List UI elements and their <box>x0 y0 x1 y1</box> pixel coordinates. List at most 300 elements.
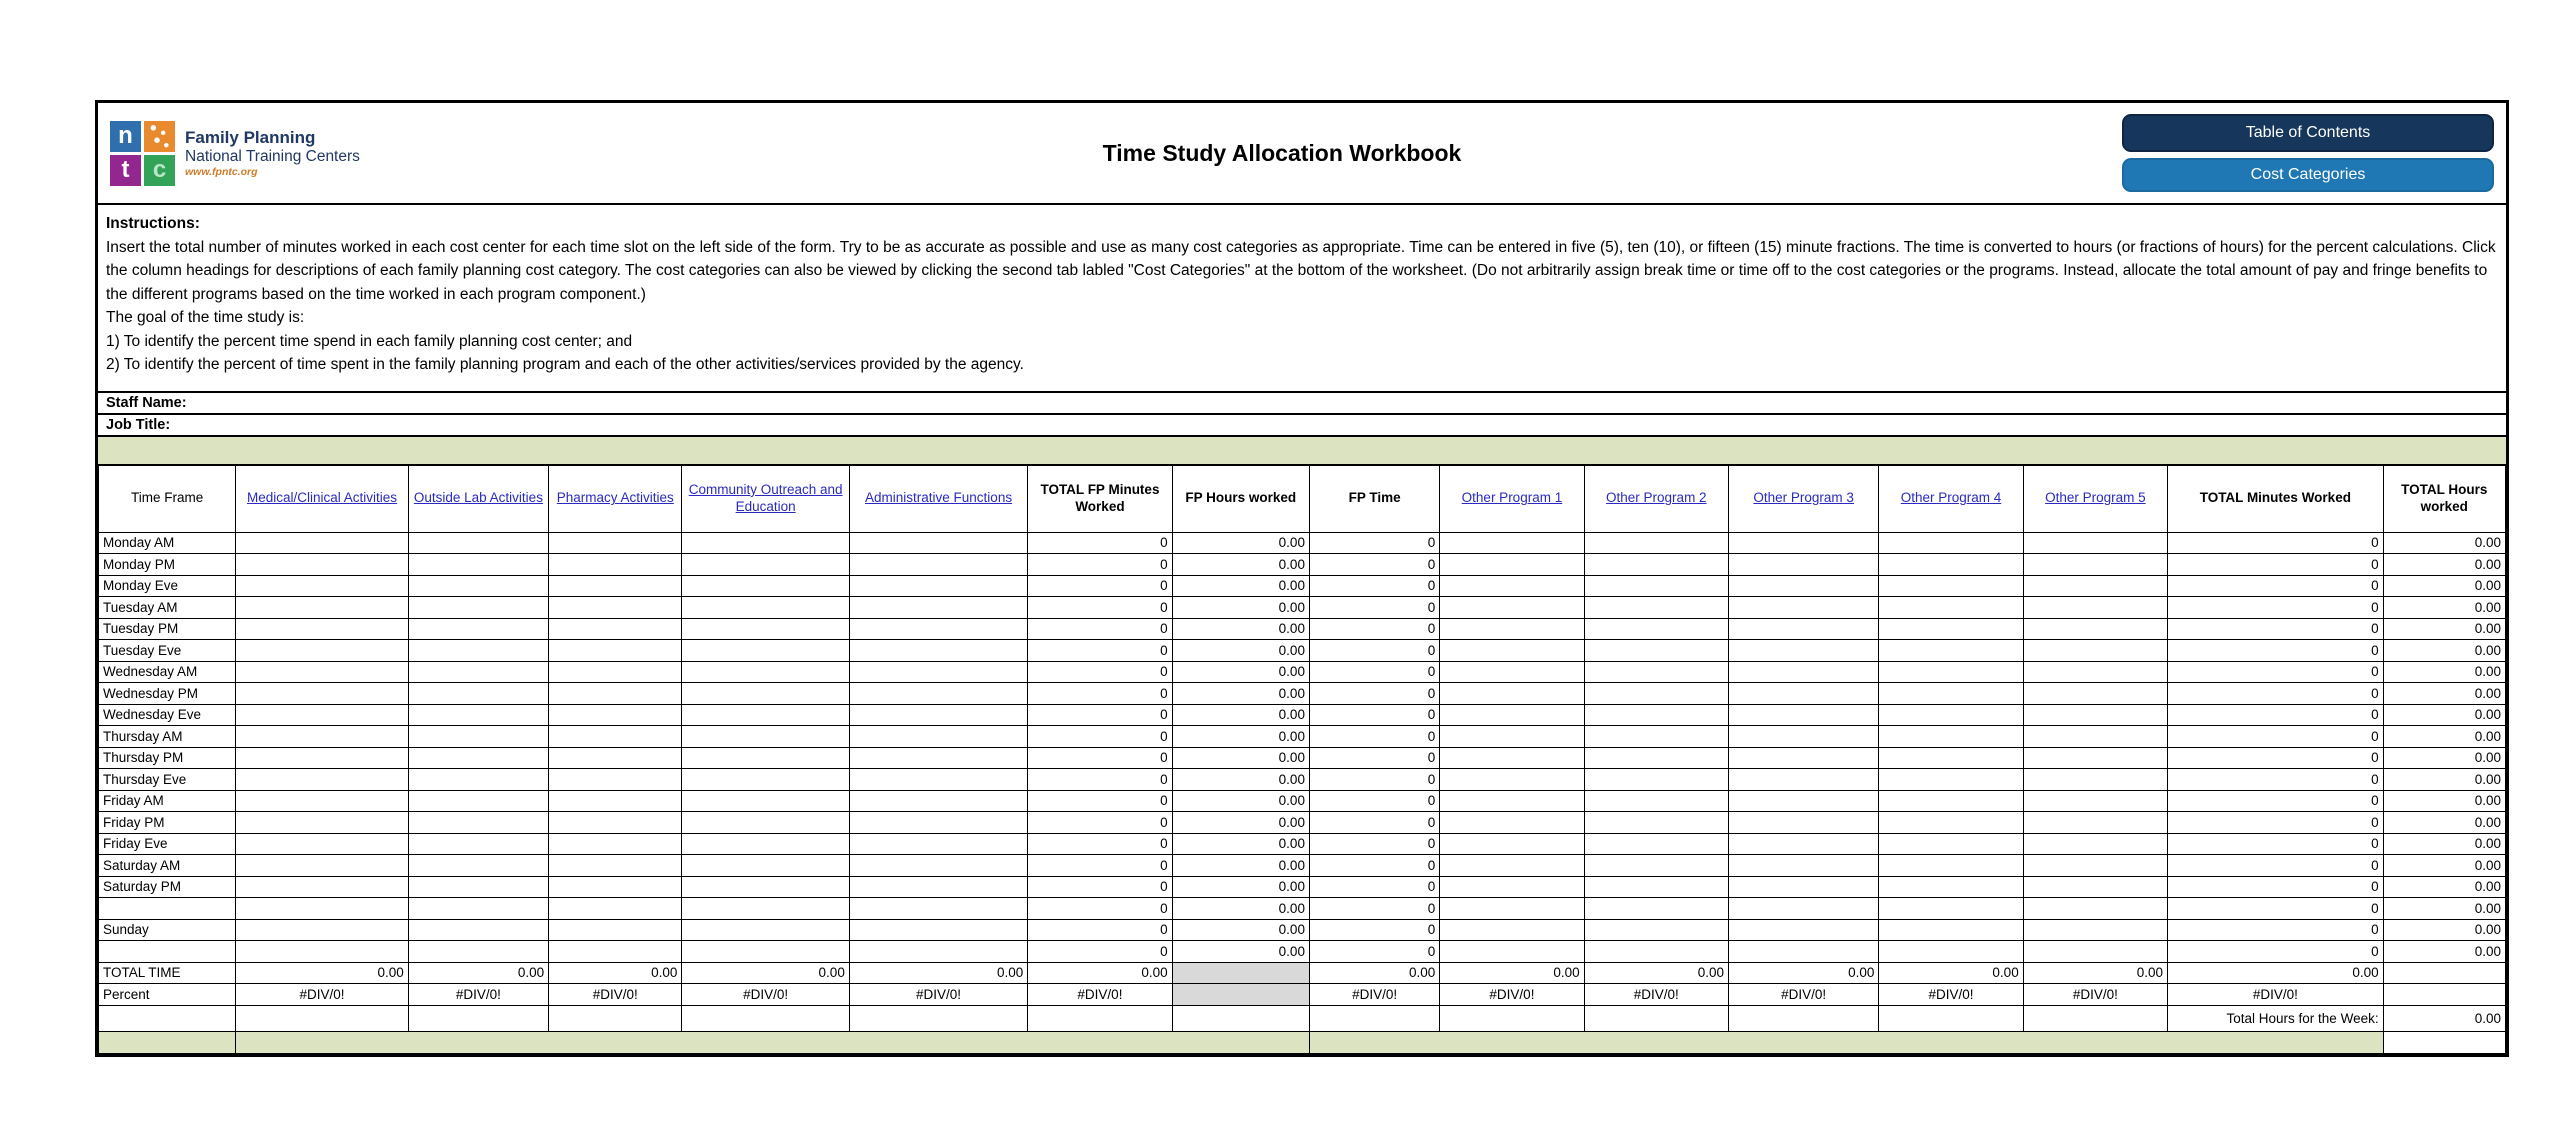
job-title-row <box>98 413 2506 435</box>
cell-admin[interactable] <box>849 726 1027 748</box>
cell-community[interactable] <box>682 769 849 791</box>
cell-medical: #DIV/0! <box>236 984 408 1006</box>
table-row <box>99 941 2506 963</box>
cell-fp_hours: 0.00 <box>1172 597 1309 619</box>
cell-admin[interactable] <box>849 575 1027 597</box>
blocked-cell <box>1172 962 1309 984</box>
cell-fp_time: 0 <box>1309 790 1439 812</box>
cell-op5[interactable] <box>2023 532 2167 554</box>
cell-fp_hours: 0.00 <box>1172 618 1309 640</box>
cell-op3[interactable] <box>1728 640 1878 662</box>
cell-op3[interactable] <box>1728 919 1878 941</box>
cell-op1[interactable] <box>1440 941 1584 963</box>
cell-admin[interactable] <box>849 833 1027 855</box>
cell-medical[interactable] <box>236 575 408 597</box>
cell-fp_time: 0 <box>1309 919 1439 941</box>
cell-outside_lab[interactable] <box>408 554 548 576</box>
cell-op5 <box>2023 1005 2167 1031</box>
cell-pharmacy[interactable] <box>549 532 682 554</box>
cell-fp_hours: 0.00 <box>1172 876 1309 898</box>
cell-op2[interactable] <box>1584 790 1728 812</box>
nav-buttons <box>2114 114 2494 192</box>
cell-admin[interactable] <box>849 704 1027 726</box>
cell-op1[interactable] <box>1440 833 1584 855</box>
cell-community[interactable] <box>682 898 849 920</box>
cell-medical[interactable] <box>236 769 408 791</box>
cell-community[interactable] <box>682 554 849 576</box>
cell-op5[interactable] <box>2023 833 2167 855</box>
cell-op3[interactable] <box>1728 532 1878 554</box>
cell-op4[interactable] <box>1879 833 2023 855</box>
cell-op1[interactable] <box>1440 876 1584 898</box>
cell-op2[interactable] <box>1584 898 1728 920</box>
instructions-goal-1: 1) To identify the percent time spend in each family planning cost center; and <box>106 332 633 350</box>
cell-op4[interactable] <box>1879 855 2023 877</box>
row-label <box>99 941 236 963</box>
col-header-outside_lab[interactable]: Outside Lab Activities <box>408 465 548 532</box>
green-band-end-cell <box>2383 1031 2505 1053</box>
cell-fp_time: 0.00 <box>1309 962 1439 984</box>
cell-op5[interactable] <box>2023 683 2167 705</box>
cell-op5[interactable] <box>2023 747 2167 769</box>
row-label: Tuesday PM <box>99 618 236 640</box>
cell-outside_lab[interactable] <box>408 769 548 791</box>
cell-op1[interactable] <box>1440 898 1584 920</box>
cell-op2[interactable] <box>1584 532 1728 554</box>
worksheet <box>95 100 2509 1057</box>
cell-community[interactable] <box>682 618 849 640</box>
cell-op5[interactable] <box>2023 941 2167 963</box>
cell-op4[interactable] <box>1879 704 2023 726</box>
cell-medical[interactable] <box>236 855 408 877</box>
cell-op3[interactable] <box>1728 597 1878 619</box>
cell-pharmacy[interactable] <box>549 790 682 812</box>
staff-name-label: Staff Name: <box>106 395 187 411</box>
cell-total_hours: 0.00 <box>2383 575 2505 597</box>
cell-outside_lab[interactable] <box>408 532 548 554</box>
cell-op3: #DIV/0! <box>1728 984 1878 1006</box>
cell-medical[interactable] <box>236 812 408 834</box>
cell-fp_time: 0 <box>1309 747 1439 769</box>
cell-op3[interactable] <box>1728 575 1878 597</box>
cell-total_hours: 0.00 <box>2383 704 2505 726</box>
cell-op4[interactable] <box>1879 898 2023 920</box>
cell-op3[interactable] <box>1728 704 1878 726</box>
cell-op3[interactable] <box>1728 726 1878 748</box>
cell-admin[interactable] <box>849 618 1027 640</box>
cell-op2[interactable] <box>1584 876 1728 898</box>
cell-op3[interactable] <box>1728 833 1878 855</box>
cell-op5[interactable] <box>2023 726 2167 748</box>
cell-fp_hours: 0.00 <box>1172 812 1309 834</box>
cell-op2[interactable] <box>1584 919 1728 941</box>
cell-op3[interactable] <box>1728 812 1878 834</box>
cell-admin[interactable] <box>849 812 1027 834</box>
cell-pharmacy[interactable] <box>549 941 682 963</box>
cell-outside_lab[interactable] <box>408 661 548 683</box>
blocked-cell <box>1172 984 1309 1006</box>
row-label: Wednesday AM <box>99 661 236 683</box>
brand-text <box>185 128 360 177</box>
cell-admin[interactable] <box>849 661 1027 683</box>
cell-medical[interactable] <box>236 726 408 748</box>
cell-pharmacy[interactable] <box>549 876 682 898</box>
cell-op5[interactable] <box>2023 661 2167 683</box>
cell-op5[interactable] <box>2023 919 2167 941</box>
cell-op3[interactable] <box>1728 661 1878 683</box>
col-header-op3[interactable]: Other Program 3 <box>1728 465 1878 532</box>
cell-op1[interactable] <box>1440 855 1584 877</box>
cell-admin[interactable] <box>849 919 1027 941</box>
cell-op2[interactable] <box>1584 554 1728 576</box>
cell-outside_lab[interactable] <box>408 683 548 705</box>
cell-op5[interactable] <box>2023 812 2167 834</box>
cell-op4[interactable] <box>1879 812 2023 834</box>
cell-admin[interactable] <box>849 941 1027 963</box>
cell-total_fp_min: #DIV/0! <box>1028 984 1172 1006</box>
cell-community[interactable] <box>682 640 849 662</box>
cell-total_min: 0 <box>2168 747 2384 769</box>
cell-medical[interactable] <box>236 876 408 898</box>
row-label: Saturday AM <box>99 855 236 877</box>
cell-medical[interactable] <box>236 704 408 726</box>
cell-admin[interactable] <box>849 683 1027 705</box>
cell-op4: #DIV/0! <box>1879 984 2023 1006</box>
cell-total_fp_min: 0 <box>1028 876 1172 898</box>
cell-op3[interactable] <box>1728 855 1878 877</box>
cell-admin[interactable] <box>849 769 1027 791</box>
cell-total_hours: 0.00 <box>2383 597 2505 619</box>
table-row <box>99 640 2506 662</box>
row-label: Monday Eve <box>99 575 236 597</box>
cell-outside_lab[interactable] <box>408 941 548 963</box>
cell-medical[interactable] <box>236 640 408 662</box>
row-label: Sunday <box>99 919 236 941</box>
cell-total_hours <box>2383 962 2505 984</box>
staff-name-input[interactable] <box>187 393 2498 413</box>
cell-community[interactable] <box>682 575 849 597</box>
cell-admin: #DIV/0! <box>849 984 1027 1006</box>
cell-admin[interactable] <box>849 554 1027 576</box>
cell-total_hours: 0.00 <box>2383 876 2505 898</box>
cell-medical[interactable] <box>236 898 408 920</box>
cell-pharmacy[interactable] <box>549 898 682 920</box>
cost-categories-button[interactable]: Cost Categories <box>2122 158 2494 192</box>
cell-op1[interactable] <box>1440 683 1584 705</box>
cell-community[interactable] <box>682 532 849 554</box>
cell-pharmacy[interactable] <box>549 747 682 769</box>
cell-op1[interactable] <box>1440 532 1584 554</box>
cell-op3[interactable] <box>1728 683 1878 705</box>
cell-op4[interactable] <box>1879 919 2023 941</box>
cell-op1[interactable] <box>1440 919 1584 941</box>
cell-admin[interactable] <box>849 855 1027 877</box>
cell-op1[interactable] <box>1440 747 1584 769</box>
cell-op4[interactable] <box>1879 769 2023 791</box>
cell-op1[interactable] <box>1440 726 1584 748</box>
cell-op2[interactable] <box>1584 618 1728 640</box>
cell-op5[interactable] <box>2023 769 2167 791</box>
cell-fp_time: 0 <box>1309 661 1439 683</box>
cell-op5[interactable] <box>2023 554 2167 576</box>
cell-outside_lab[interactable] <box>408 919 548 941</box>
col-header-op4[interactable]: Other Program 4 <box>1879 465 2023 532</box>
cell-op2[interactable] <box>1584 726 1728 748</box>
cell-label: TOTAL TIME <box>99 962 236 984</box>
cell-community[interactable] <box>682 790 849 812</box>
cell-outside_lab[interactable] <box>408 704 548 726</box>
cell-total_hours: 0.00 <box>2383 919 2505 941</box>
cell-pharmacy[interactable] <box>549 812 682 834</box>
cell-admin[interactable] <box>849 640 1027 662</box>
cell-pharmacy[interactable] <box>549 597 682 619</box>
cell-total_fp_min: 0 <box>1028 597 1172 619</box>
cell-outside_lab[interactable] <box>408 898 548 920</box>
cell-op3[interactable] <box>1728 554 1878 576</box>
cell-pharmacy[interactable] <box>549 554 682 576</box>
cell-op4[interactable] <box>1879 790 2023 812</box>
cell-op1: 0.00 <box>1440 962 1584 984</box>
cell-total_fp_min: 0 <box>1028 941 1172 963</box>
cell-medical[interactable] <box>236 941 408 963</box>
cell-pharmacy[interactable] <box>549 769 682 791</box>
col-header-pharmacy[interactable]: Pharmacy Activities <box>549 465 682 532</box>
cell-op1: #DIV/0! <box>1440 984 1584 1006</box>
cell-op5[interactable] <box>2023 898 2167 920</box>
cell-pharmacy[interactable] <box>549 661 682 683</box>
cell-op2[interactable] <box>1584 833 1728 855</box>
cell-op5[interactable] <box>2023 575 2167 597</box>
cell-fp_time: #DIV/0! <box>1309 984 1439 1006</box>
cell-op5[interactable] <box>2023 640 2167 662</box>
table-row <box>99 833 2506 855</box>
cell-op1[interactable] <box>1440 790 1584 812</box>
cell-pharmacy[interactable] <box>549 683 682 705</box>
cell-op1[interactable] <box>1440 661 1584 683</box>
cell-admin[interactable] <box>849 876 1027 898</box>
cell-op2[interactable] <box>1584 855 1728 877</box>
col-header-op2[interactable]: Other Program 2 <box>1584 465 1728 532</box>
cell-op2[interactable] <box>1584 747 1728 769</box>
cell-total_fp_min <box>1028 1005 1172 1031</box>
cell-op2[interactable] <box>1584 941 1728 963</box>
cell-op3[interactable] <box>1728 941 1878 963</box>
cell-total_hours: 0.00 <box>2383 683 2505 705</box>
cell-outside_lab[interactable] <box>408 855 548 877</box>
cell-medical[interactable] <box>236 747 408 769</box>
cell-op5[interactable] <box>2023 855 2167 877</box>
cell-op1[interactable] <box>1440 575 1584 597</box>
cell-admin[interactable] <box>849 532 1027 554</box>
cell-op2[interactable] <box>1584 769 1728 791</box>
top-green-band <box>98 435 2506 464</box>
cell-op4[interactable] <box>1879 618 2023 640</box>
cell-total_fp_min: 0 <box>1028 747 1172 769</box>
cell-outside_lab[interactable] <box>408 575 548 597</box>
cell-community[interactable] <box>682 833 849 855</box>
cell-outside_lab[interactable] <box>408 833 548 855</box>
cell-op1[interactable] <box>1440 640 1584 662</box>
cell-op4[interactable] <box>1879 554 2023 576</box>
cell-pharmacy[interactable] <box>549 855 682 877</box>
cell-community[interactable] <box>682 683 849 705</box>
cell-community[interactable] <box>682 597 849 619</box>
cell-total_hours: 0.00 <box>2383 855 2505 877</box>
cell-op1[interactable] <box>1440 554 1584 576</box>
cell-op1[interactable] <box>1440 597 1584 619</box>
cell-pharmacy[interactable] <box>549 833 682 855</box>
cell-total_fp_min: 0 <box>1028 833 1172 855</box>
cell-pharmacy[interactable] <box>549 919 682 941</box>
cell-admin <box>849 1005 1027 1031</box>
cell-op1[interactable] <box>1440 704 1584 726</box>
cell-pharmacy[interactable] <box>549 575 682 597</box>
cell-op4[interactable] <box>1879 575 2023 597</box>
col-header-admin[interactable]: Administrative Functions <box>849 465 1027 532</box>
cell-fp_hours: 0.00 <box>1172 941 1309 963</box>
cell-total_fp_min: 0.00 <box>1028 962 1172 984</box>
cell-medical[interactable] <box>236 790 408 812</box>
cell-op4[interactable] <box>1879 532 2023 554</box>
cell-community[interactable] <box>682 855 849 877</box>
cell-op2[interactable] <box>1584 597 1728 619</box>
cell-outside_lab[interactable] <box>408 790 548 812</box>
cell-op3[interactable] <box>1728 747 1878 769</box>
row-label: Saturday PM <box>99 876 236 898</box>
cell-fp_time: 0 <box>1309 554 1439 576</box>
table-row <box>99 812 2506 834</box>
cell-admin[interactable] <box>849 790 1027 812</box>
cell-community[interactable] <box>682 812 849 834</box>
cell-fp_hours: 0.00 <box>1172 554 1309 576</box>
cell-outside_lab[interactable] <box>408 618 548 640</box>
cell-op1[interactable] <box>1440 769 1584 791</box>
cell-total_hours: 0.00 <box>2383 898 2505 920</box>
cell-op4[interactable] <box>1879 683 2023 705</box>
cell-fp_hours: 0.00 <box>1172 898 1309 920</box>
cell-total_min: 0 <box>2168 704 2384 726</box>
cell-op4[interactable] <box>1879 876 2023 898</box>
cell-outside_lab[interactable] <box>408 726 548 748</box>
cell-total_min: 0 <box>2168 532 2384 554</box>
cell-total_fp_min: 0 <box>1028 898 1172 920</box>
cell-op4: 0.00 <box>1879 962 2023 984</box>
cell-fp_time <box>1309 1005 1439 1031</box>
cell-op2[interactable] <box>1584 661 1728 683</box>
cell-medical[interactable] <box>236 597 408 619</box>
col-header-op1[interactable]: Other Program 1 <box>1440 465 1584 532</box>
cell-community[interactable] <box>682 919 849 941</box>
cell-op2[interactable] <box>1584 704 1728 726</box>
cell-pharmacy[interactable] <box>549 618 682 640</box>
cell-op4[interactable] <box>1879 597 2023 619</box>
brand-url: www.fpntc.org <box>185 165 258 178</box>
cell-medical[interactable] <box>236 919 408 941</box>
cell-medical[interactable] <box>236 833 408 855</box>
cell-op3[interactable] <box>1728 618 1878 640</box>
cell-op4[interactable] <box>1879 941 2023 963</box>
cell-op4[interactable] <box>1879 726 2023 748</box>
col-header-medical[interactable]: Medical/Clinical Activities <box>236 465 408 532</box>
cell-op3[interactable] <box>1728 876 1878 898</box>
cell-outside_lab[interactable] <box>408 597 548 619</box>
cell-outside_lab[interactable] <box>408 747 548 769</box>
cell-admin[interactable] <box>849 597 1027 619</box>
cell-op4[interactable] <box>1879 661 2023 683</box>
cell-pharmacy[interactable] <box>549 726 682 748</box>
cell-community[interactable] <box>682 941 849 963</box>
cell-outside_lab[interactable] <box>408 640 548 662</box>
cell-total_min: 0 <box>2168 833 2384 855</box>
cell-outside_lab[interactable] <box>408 876 548 898</box>
cell-op5[interactable] <box>2023 597 2167 619</box>
cell-pharmacy[interactable] <box>549 704 682 726</box>
cell-op5[interactable] <box>2023 618 2167 640</box>
table-row <box>99 554 2506 576</box>
cell-admin[interactable] <box>849 898 1027 920</box>
cell-op2[interactable] <box>1584 640 1728 662</box>
cell-medical[interactable] <box>236 661 408 683</box>
cell-community[interactable] <box>682 704 849 726</box>
cell-op5[interactable] <box>2023 876 2167 898</box>
cell-op1[interactable] <box>1440 618 1584 640</box>
cell-fp_time: 0 <box>1309 726 1439 748</box>
job-title-input[interactable] <box>170 415 2498 435</box>
table-of-contents-button[interactable]: Table of Contents <box>2122 114 2494 152</box>
cell-op3[interactable] <box>1728 769 1878 791</box>
cell-pharmacy[interactable] <box>549 640 682 662</box>
cell-fp_time: 0 <box>1309 855 1439 877</box>
cell-outside_lab[interactable] <box>408 812 548 834</box>
col-header-community[interactable]: Community Outreach and Education <box>682 465 849 532</box>
cell-medical[interactable] <box>236 532 408 554</box>
fpntc-logo-icon <box>110 121 175 186</box>
cell-total_min: 0 <box>2168 554 2384 576</box>
cell-op2[interactable] <box>1584 812 1728 834</box>
cell-medical[interactable] <box>236 618 408 640</box>
cell-fp_hours: 0.00 <box>1172 833 1309 855</box>
instructions-heading: Instructions: <box>106 215 200 232</box>
table-row <box>99 532 2506 554</box>
cell-medical[interactable] <box>236 554 408 576</box>
col-header-op5[interactable]: Other Program 5 <box>2023 465 2167 532</box>
cell-community[interactable] <box>682 661 849 683</box>
cell-community <box>682 1005 849 1031</box>
cell-op2[interactable] <box>1584 575 1728 597</box>
cell-community[interactable] <box>682 747 849 769</box>
cell-op3: 0.00 <box>1728 962 1878 984</box>
brand-line1: Family Planning <box>185 128 316 148</box>
cell-fp_time: 0 <box>1309 769 1439 791</box>
cell-op3[interactable] <box>1728 790 1878 812</box>
table-row <box>99 661 2506 683</box>
cell-total_hours: 0.00 <box>2383 941 2505 963</box>
cell-op5[interactable] <box>2023 704 2167 726</box>
cell-op3[interactable] <box>1728 898 1878 920</box>
row-label <box>99 898 236 920</box>
cell-op2[interactable] <box>1584 683 1728 705</box>
cell-op2 <box>1584 1005 1728 1031</box>
cell-community[interactable] <box>682 876 849 898</box>
cell-op5[interactable] <box>2023 790 2167 812</box>
cell-admin[interactable] <box>849 747 1027 769</box>
cell-op1[interactable] <box>1440 812 1584 834</box>
cell-op4[interactable] <box>1879 747 2023 769</box>
cell-op4[interactable] <box>1879 640 2023 662</box>
cell-community[interactable] <box>682 726 849 748</box>
cell-op2: #DIV/0! <box>1584 984 1728 1006</box>
cell-medical[interactable] <box>236 683 408 705</box>
